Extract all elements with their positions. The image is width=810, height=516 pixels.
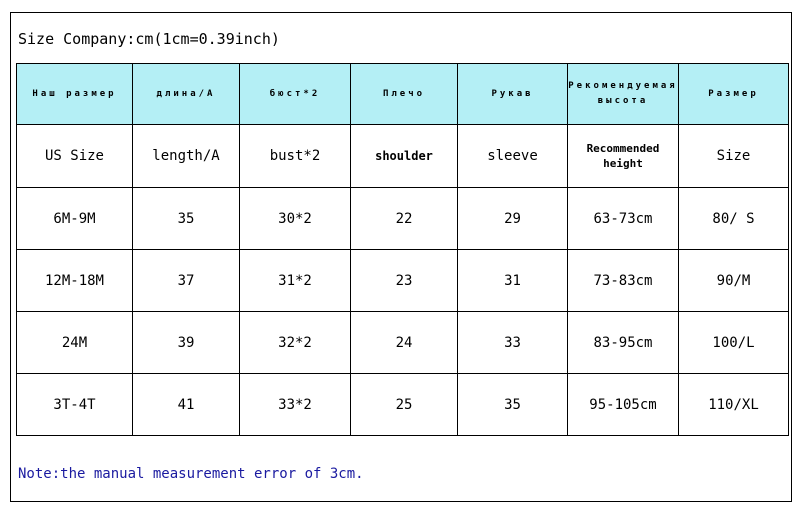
header-cell: длина/A [133, 64, 240, 125]
table-cell: 30*2 [240, 188, 351, 250]
table-cell: 3T-4T [17, 374, 133, 436]
table-row [17, 188, 789, 250]
table-cell: 31 [458, 250, 568, 312]
header-cell: Рукав [458, 64, 568, 125]
header-cell: Size [679, 125, 789, 188]
table-cell: 73-83cm [568, 250, 679, 312]
table-cell: 39 [133, 312, 240, 374]
header-cell: бюст*2 [240, 64, 351, 125]
header-cell: Плечо [351, 64, 458, 125]
table-cell: 35 [133, 188, 240, 250]
english-header-row [17, 125, 789, 188]
header-cell: Recommended height [568, 125, 679, 188]
header-cell: sleeve [458, 125, 568, 188]
table-cell: 90/M [679, 250, 789, 312]
header-cell: bust*2 [240, 125, 351, 188]
header-cell: Наш размер [17, 64, 133, 125]
table-cell: 23 [351, 250, 458, 312]
table-cell: 33*2 [240, 374, 351, 436]
size-chart-table [16, 63, 789, 436]
table-cell: 32*2 [240, 312, 351, 374]
table-cell: 63-73cm [568, 188, 679, 250]
table-cell: 80/ S [679, 188, 789, 250]
table-cell: 35 [458, 374, 568, 436]
header-cell: US Size [17, 125, 133, 188]
table-cell: 22 [351, 188, 458, 250]
header-cell: Рекомендуемая высота [568, 64, 679, 125]
table-cell: 41 [133, 374, 240, 436]
table-cell: 83-95cm [568, 312, 679, 374]
table-row [17, 312, 789, 374]
table-cell: 110/XL [679, 374, 789, 436]
table-cell: 31*2 [240, 250, 351, 312]
table-cell: 12M-18M [17, 250, 133, 312]
header-cell: shoulder [351, 125, 458, 188]
russian-header-row [17, 64, 789, 125]
table-cell: 6M-9M [17, 188, 133, 250]
size-chart-title: Size Company:cm(1cm=0.39inch) [18, 30, 280, 48]
table-cell: 37 [133, 250, 240, 312]
table-row [17, 250, 789, 312]
table-cell: 24M [17, 312, 133, 374]
table-cell: 95-105cm [568, 374, 679, 436]
table-cell: 25 [351, 374, 458, 436]
table-cell: 100/L [679, 312, 789, 374]
header-cell: length/A [133, 125, 240, 188]
table-row [17, 374, 789, 436]
table-cell: 24 [351, 312, 458, 374]
header-cell: Размер [679, 64, 789, 125]
measurement-note: Note:the manual measurement error of 3cm. [18, 466, 364, 482]
table-cell: 33 [458, 312, 568, 374]
table-cell: 29 [458, 188, 568, 250]
